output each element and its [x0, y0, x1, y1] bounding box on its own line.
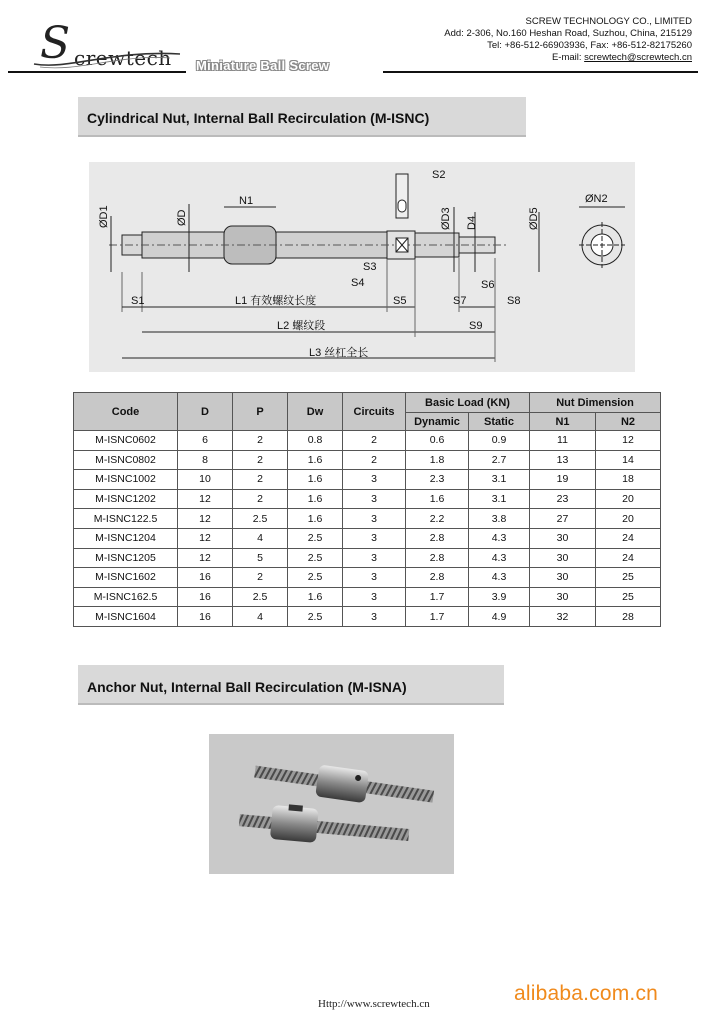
label-l2: L2 螺纹段	[277, 320, 326, 332]
cell: 12	[596, 431, 661, 451]
cell: 4.3	[469, 528, 530, 548]
cell: 0.9	[469, 431, 530, 451]
cell: M-ISNC1204	[74, 528, 178, 548]
cell: M-ISNC1205	[74, 548, 178, 568]
cell: 4.9	[469, 607, 530, 627]
label-d5: ØD5	[528, 207, 540, 230]
label-d: ØD	[176, 209, 188, 226]
cell: 3	[343, 568, 406, 588]
cell: 3.1	[469, 489, 530, 509]
cell: 30	[530, 548, 596, 568]
section-title-cylindrical-nut: Cylindrical Nut, Internal Ball Recirculation (M-ISNC)	[78, 97, 526, 137]
cell: 20	[596, 509, 661, 529]
cell: 2	[343, 431, 406, 451]
label-l1: L1 有效螺纹长度	[235, 295, 317, 307]
cell: 3	[343, 528, 406, 548]
cell: 12	[178, 509, 233, 529]
cell: 1.6	[288, 450, 343, 470]
cell: 2	[233, 470, 288, 490]
company-phone: Tel: +86-512-66903936, Fax: +86-512-82175260	[487, 40, 692, 51]
label-d1: ØD1	[98, 205, 110, 228]
company-email-row	[444, 52, 692, 64]
cell: 3.9	[469, 587, 530, 607]
cell: 23	[530, 489, 596, 509]
header-n1: N1	[530, 413, 596, 431]
header-circuits: Circuits	[343, 393, 406, 431]
cell: 4	[233, 528, 288, 548]
cell: 27	[530, 509, 596, 529]
cell: 6	[178, 431, 233, 451]
cell: 2.5	[288, 568, 343, 588]
table-row	[74, 548, 661, 568]
cell: 3	[343, 548, 406, 568]
table-row	[74, 450, 661, 470]
label-s8: S8	[507, 295, 521, 307]
label-d4: D4	[466, 215, 478, 230]
cell: 12	[178, 489, 233, 509]
email-link[interactable]: screwtech@screwtech.cn	[584, 52, 692, 63]
cell: 3.8	[469, 509, 530, 529]
cell: M-ISNC1604	[74, 607, 178, 627]
cell: 4.3	[469, 548, 530, 568]
cell: 1.6	[288, 587, 343, 607]
cell: 4.3	[469, 568, 530, 588]
cell: 18	[596, 470, 661, 490]
cell: 20	[596, 489, 661, 509]
drawing-svg	[89, 162, 635, 372]
label-s1: S1	[131, 295, 145, 307]
cell: 16	[178, 607, 233, 627]
label-d3: ØD3	[440, 207, 452, 230]
cell: 30	[530, 528, 596, 548]
header-d: D	[178, 393, 233, 431]
cell: 2.3	[406, 470, 469, 490]
section-title-anchor-nut: Anchor Nut, Internal Ball Recirculation (M-ISNA)	[78, 665, 504, 705]
product-photo	[209, 734, 454, 874]
email-label: E-mail:	[551, 52, 582, 63]
cell: 1.6	[288, 489, 343, 509]
header-dynamic: Dynamic	[406, 413, 469, 431]
cell: 13	[530, 450, 596, 470]
header-nut-dimension: Nut Dimension	[530, 393, 661, 413]
cell: 28	[596, 607, 661, 627]
label-s2: S2	[432, 169, 446, 181]
table-row	[74, 489, 661, 509]
cell: 11	[530, 431, 596, 451]
cell: 4	[233, 607, 288, 627]
cell: 5	[233, 548, 288, 568]
cell: 1.6	[288, 470, 343, 490]
cell: M-ISNC1602	[74, 568, 178, 588]
cell: 1.6	[406, 489, 469, 509]
cell: M-ISNC122.5	[74, 509, 178, 529]
cell: 3.1	[469, 470, 530, 490]
cell: 8	[178, 450, 233, 470]
cell: 2	[233, 431, 288, 451]
cell: 24	[596, 548, 661, 568]
table-row	[74, 509, 661, 529]
cell: M-ISNC0802	[74, 450, 178, 470]
table-row	[74, 607, 661, 627]
company-name: SCREW TECHNOLOGY CO., LIMITED	[525, 16, 692, 27]
header-rule-right	[383, 71, 698, 73]
cell: 1.7	[406, 587, 469, 607]
label-n1: N1	[239, 195, 254, 207]
label-s3: S3	[363, 261, 377, 273]
cell: 12	[178, 528, 233, 548]
cell: 3	[343, 470, 406, 490]
cell: 2.5	[288, 528, 343, 548]
technical-drawing	[89, 162, 635, 372]
cell: 2	[233, 450, 288, 470]
logo-wordmark: crewtech	[74, 46, 172, 70]
header-rule-left	[8, 71, 186, 73]
cell: 2.5	[288, 607, 343, 627]
label-s6: S6	[481, 279, 495, 291]
cell: 16	[178, 587, 233, 607]
cell: 25	[596, 587, 661, 607]
watermark: alibaba.com.cn	[514, 982, 659, 1005]
cell: 2.8	[406, 548, 469, 568]
cell: 3	[343, 607, 406, 627]
cell: 12	[178, 548, 233, 568]
logo-swoosh-icon	[30, 40, 190, 70]
spec-table	[73, 392, 661, 627]
table-row	[74, 587, 661, 607]
cell: 2.2	[406, 509, 469, 529]
cell: 3	[343, 587, 406, 607]
footer-url[interactable]: Http://www.screwtech.cn	[318, 998, 430, 1010]
cell: 0.6	[406, 431, 469, 451]
cell: 1.7	[406, 607, 469, 627]
logo-initial: S	[40, 18, 71, 69]
cell: M-ISNC0602	[74, 431, 178, 451]
table-row	[74, 431, 661, 451]
table-row	[74, 528, 661, 548]
cell: 10	[178, 470, 233, 490]
header-p: P	[233, 393, 288, 431]
cell: 19	[530, 470, 596, 490]
cell: 24	[596, 528, 661, 548]
cell: 2.5	[233, 509, 288, 529]
cell: 25	[596, 568, 661, 588]
header-subtitle: Miniature Ball Screw	[196, 58, 330, 73]
cell: 2	[233, 489, 288, 509]
header-basic-load: Basic Load (KN)	[406, 393, 530, 413]
cell: 1.8	[406, 450, 469, 470]
cell: 2.5	[233, 587, 288, 607]
cell: 30	[530, 568, 596, 588]
cell: M-ISNC1202	[74, 489, 178, 509]
label-s5: S5	[393, 295, 407, 307]
header-code: Code	[74, 393, 178, 431]
label-s4: S4	[351, 277, 365, 289]
label-s7: S7	[453, 295, 467, 307]
cell: 14	[596, 450, 661, 470]
cell: 32	[530, 607, 596, 627]
cell: 1.6	[288, 509, 343, 529]
cell: 0.8	[288, 431, 343, 451]
header-static: Static	[469, 413, 530, 431]
table-row	[74, 470, 661, 490]
table-row	[74, 568, 661, 588]
cell: 2	[233, 568, 288, 588]
label-l3: L3 丝杠全长	[309, 347, 369, 359]
label-n2: ØN2	[585, 193, 608, 205]
cell: 3	[343, 509, 406, 529]
cell: 2.8	[406, 568, 469, 588]
cell: 2.7	[469, 450, 530, 470]
cell: M-ISNC162.5	[74, 587, 178, 607]
cell: 3	[343, 489, 406, 509]
cell: 16	[178, 568, 233, 588]
label-s9: S9	[469, 320, 483, 332]
company-address: Add: 2-306, No.160 Heshan Road, Suzhou, China, 215129	[444, 28, 692, 39]
cell: 2.8	[406, 528, 469, 548]
cell: 30	[530, 587, 596, 607]
cell: 2.5	[288, 548, 343, 568]
cell: 2	[343, 450, 406, 470]
header-dw: Dw	[288, 393, 343, 431]
ball-screw-photo-icon	[209, 734, 454, 874]
company-info	[444, 16, 692, 64]
header-n2: N2	[596, 413, 661, 431]
cell: M-ISNC1002	[74, 470, 178, 490]
